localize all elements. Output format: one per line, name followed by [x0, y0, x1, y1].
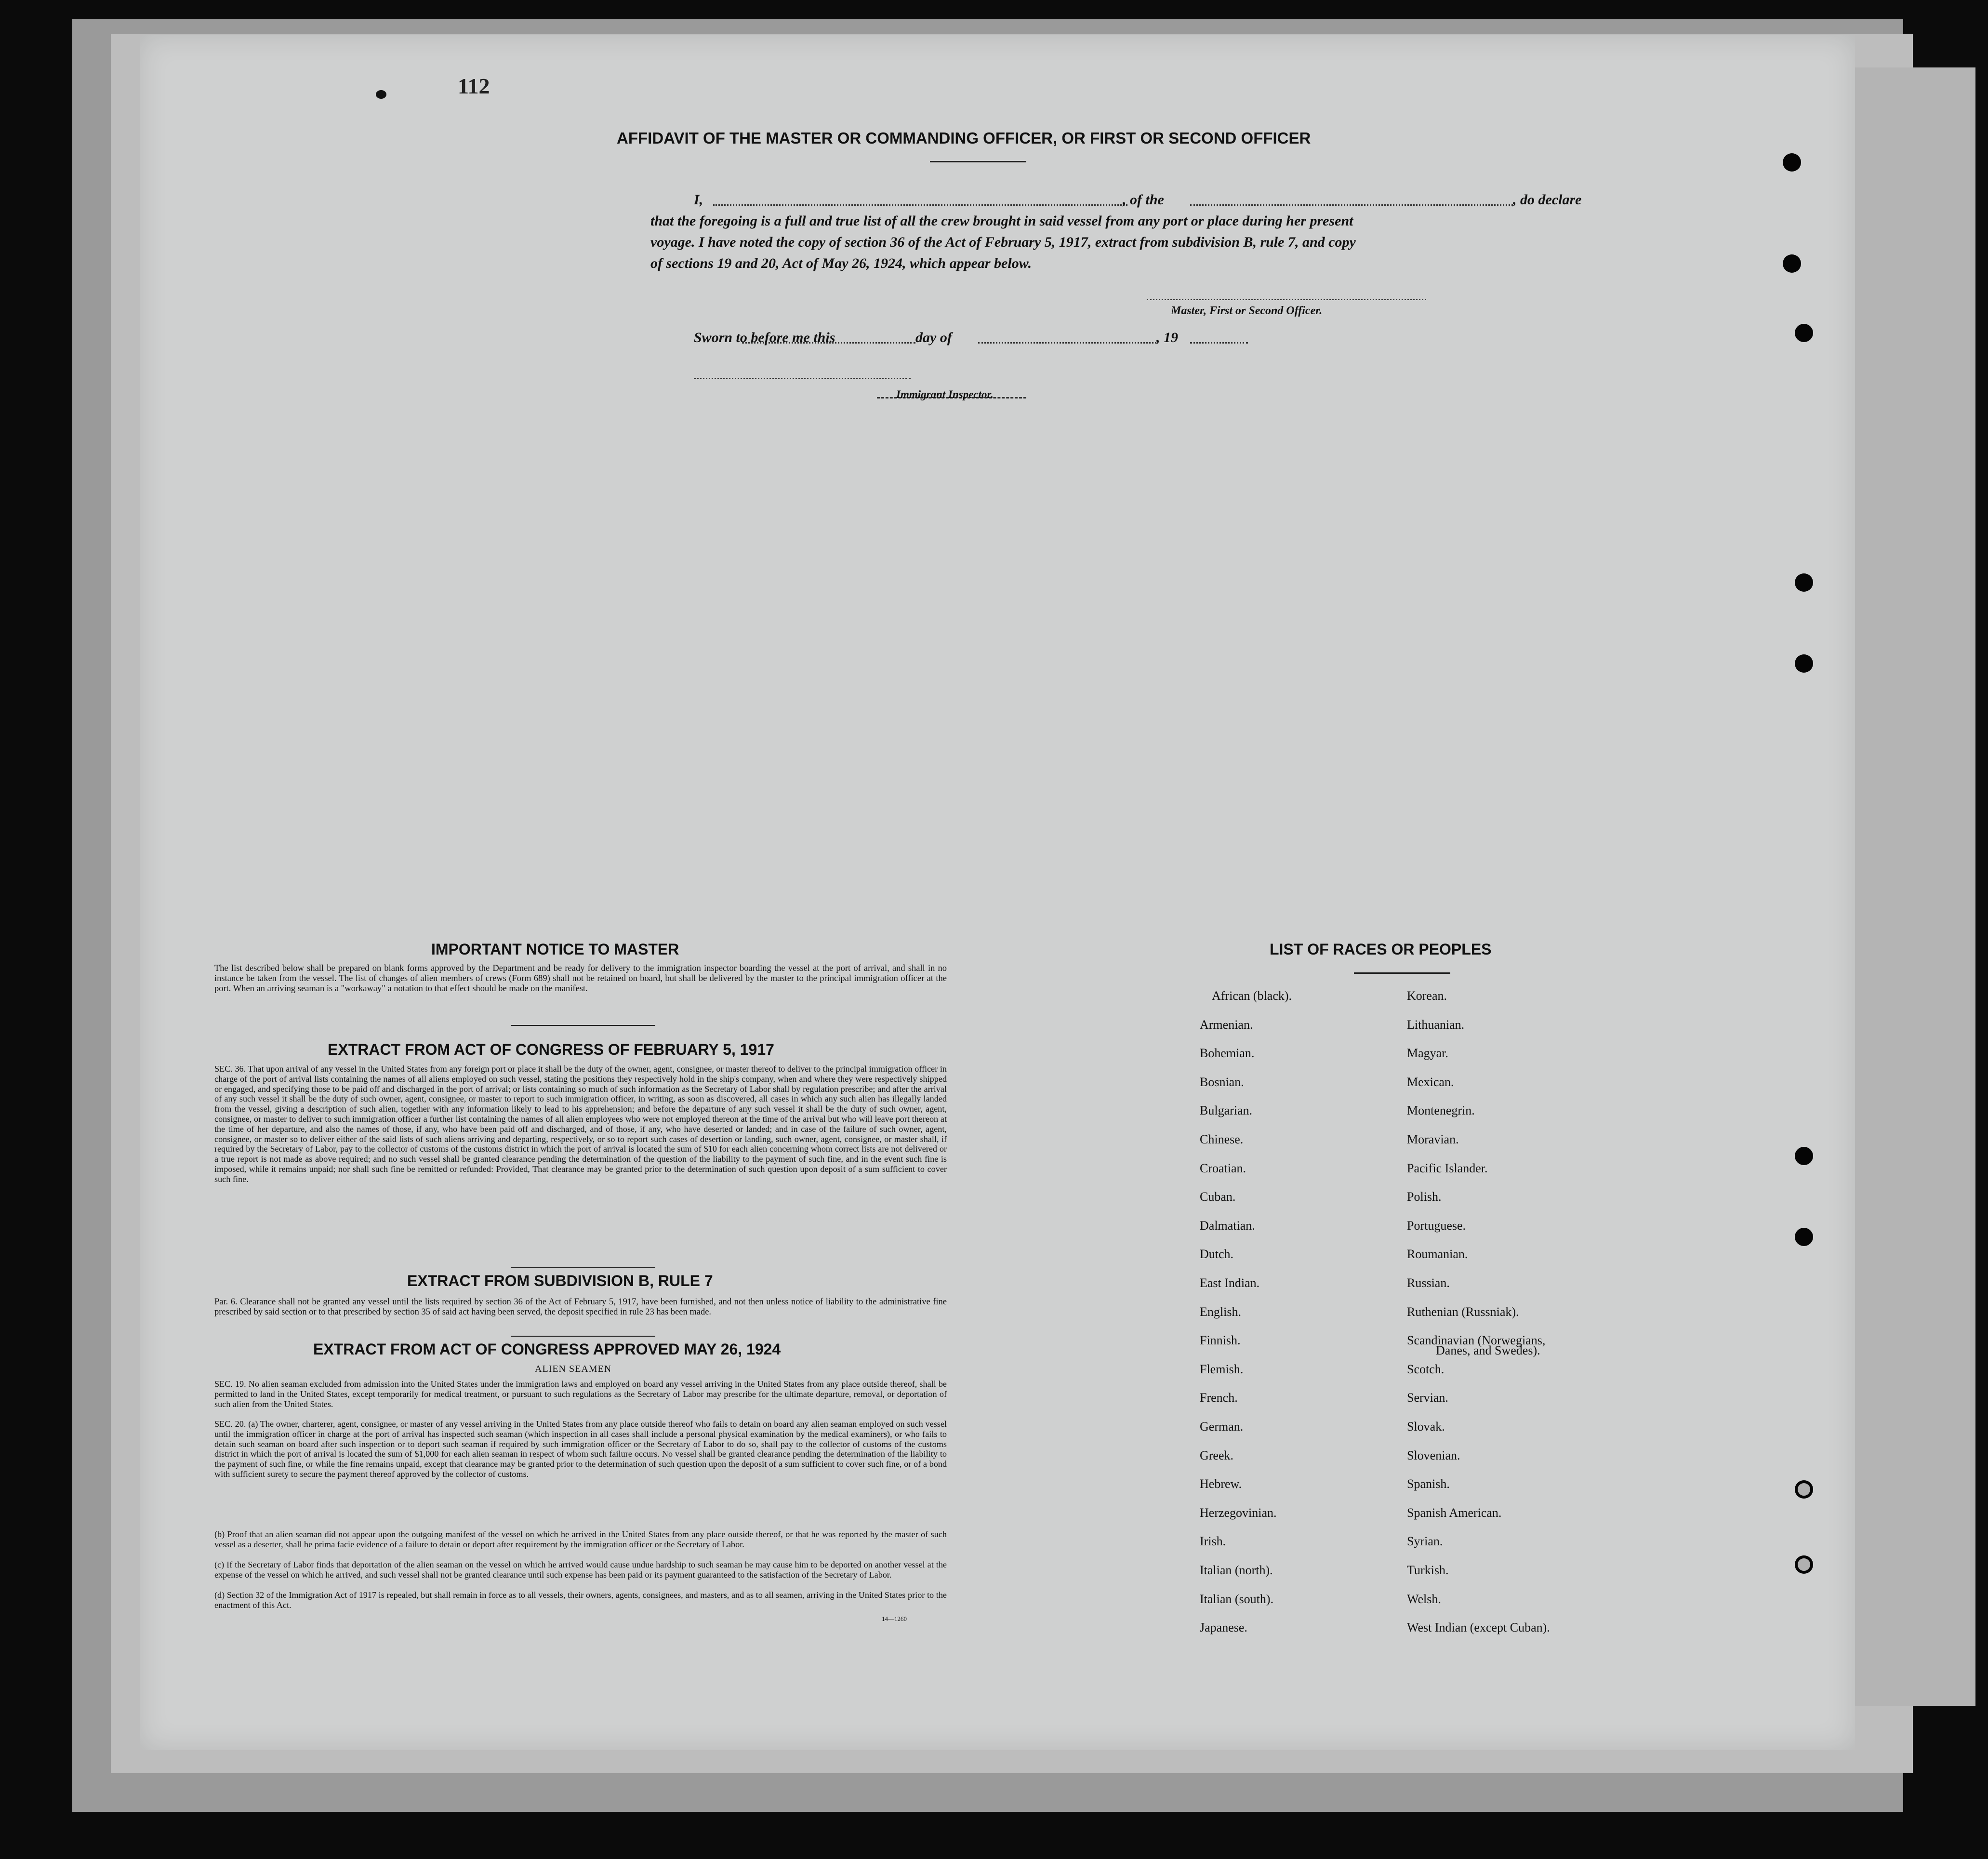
- races-title: LIST OF RACES OR PEOPLES: [1270, 941, 1492, 958]
- race-item: Cuban.: [1200, 1190, 1236, 1204]
- race-item: Dalmatian.: [1200, 1218, 1255, 1233]
- page-number: 112: [458, 74, 490, 98]
- extract-1917-body: SEC. 36. That upon arrival of any vessel in the United States from any foreign port or place it shall be the duty of the owner, agent, consignee, or master thereof to deliver to the principal immigration officer in charge of the port of arrival lists containing the names of all aliens employed on such vessel, stating the positions they respectively hold in the ship's company, when and where they were respectively shipped or engaged, and specifying those to be paid off and discharged in the port of arrival; or lists containing so much of such information as the Secretary of Labor shall by regulation prescribe; and after the arrival of any such vessel it shall be the duty of such owner, agent, consignee, or master to report to such immigration officer, in writing, as soon as discovered, all cases in which any such alien has illegally landed from the vessel, giving a description of such alien, together with any information likely to lead to his apprehension; and before the departure of any such vessel it shall be the duty of such owner, agent, consignee, or master to deliver to such immigration officer a further list containing the names of all alien employees who were not employed thereon at the time of the arrival but who will leave port thereon at the time of her departure, and also the names of those, if any, who have been paid off and discharged, and of those, if any, who have deserted or landed; and in case of the failure of such owner, agent, consignee, or master so to deliver either of the said lists of such aliens arriving and departing, respectively, or so to report such cases of desertion or landing, such owner, agent, consignee, or master shall, if required by the Secretary of Labor, pay to the collector of customs of the customs district in which the port of arrival is located the sum of $10 for each alien concerning whom correct lists are not delivered or a true report is not made as above required; and no such vessel shall be granted clearance pending the determination of the question of the liability to the payment of such fine, and in the event such fine is imposed, while it remains unpaid; nor shall such fine be remitted or refunded: Provided, That clearance may be granted prior to the determination of such question upon deposit of a sum sufficient to cover such fine.: [214, 1064, 947, 1184]
- extract-1924-title: EXTRACT FROM ACT OF CONGRESS APPROVED MAY 26, 1924: [313, 1341, 781, 1358]
- race-item: French.: [1200, 1391, 1238, 1405]
- race-item: Pacific Islander.: [1407, 1161, 1488, 1175]
- ink-mark: [376, 90, 386, 99]
- race-item: Bohemian.: [1200, 1046, 1255, 1061]
- race-item: Finnish.: [1200, 1333, 1241, 1348]
- affidavit-line3: voyage. I have noted the copy of section 36 of the Act of February 5, 1917, extract from subdivision B, rule 7, and copy: [650, 234, 1356, 250]
- binder-hole: [1795, 573, 1813, 592]
- race-item: Slovak.: [1407, 1420, 1445, 1434]
- document-page: [140, 35, 1855, 1750]
- extract-1924-sec20d: (d) Section 32 of the Immigration Act of 1917 is repealed, but shall remain in force as to all vessels, their owners, agents, consignees, and masters, and as to all seamen, arriving in the United States prior to the enactment of this Act.: [214, 1590, 947, 1610]
- sworn-text-b: day of: [915, 330, 952, 345]
- race-item: Irish.: [1200, 1534, 1226, 1549]
- race-item: Bosnian.: [1200, 1075, 1244, 1089]
- title-rule: [930, 161, 1026, 162]
- master-signature-field[interactable]: [1147, 299, 1426, 300]
- race-item: Italian (north).: [1200, 1563, 1273, 1577]
- binder-hole: [1795, 1480, 1813, 1499]
- race-item: African (black).: [1212, 989, 1292, 1003]
- race-item: Hebrew.: [1200, 1477, 1242, 1491]
- sworn-text-c: , 19: [1156, 330, 1178, 345]
- race-item: Moravian.: [1407, 1132, 1459, 1146]
- inspector-label: Immigrant Inspector.: [896, 388, 994, 400]
- binder-hole: [1795, 1228, 1813, 1246]
- race-item: West Indian (except Cuban).: [1407, 1620, 1550, 1635]
- vessel-name-field[interactable]: [1190, 204, 1513, 206]
- alien-seamen-subtitle: ALIEN SEAMEN: [535, 1364, 612, 1374]
- race-item: Portuguese.: [1407, 1218, 1466, 1233]
- race-item: Flemish.: [1200, 1362, 1244, 1376]
- binder-hole: [1795, 324, 1813, 342]
- sworn-month-field[interactable]: [978, 342, 1156, 344]
- race-item: East Indian.: [1200, 1276, 1260, 1290]
- notice-rule: [511, 1025, 655, 1026]
- master-signature-label: Master, First or Second Officer.: [1171, 305, 1323, 317]
- affidavit-line1-c: , do declare: [1513, 192, 1582, 208]
- extract-1924-sec19: SEC. 19. No alien seaman excluded from admission into the United States under the immigration laws and employed on board any vessel arriving in the United States from any place outside thereof, shall be permitted to land in the United States, except temporarily for medical treatment, or pursuant to such regulations as the Secretary of Labor may prescribe for the ultimate departure, removal, or deportation of such alien from the United States.: [214, 1379, 947, 1409]
- race-item: Mexican.: [1407, 1075, 1454, 1089]
- race-item: Spanish.: [1407, 1477, 1450, 1491]
- extract-1924-sec20b: (b) Proof that an alien seaman did not appear upon the outgoing manifest of the vessel on which he arrived in the United States from any place outside thereof, or that he was reported by the master of such vessel as a deserter, shall be prima facie evidence of a failure to detain or deport after requirement by the immigration officer or the Secretary of Labor.: [214, 1529, 947, 1549]
- extract-1924-sec20c: (c) If the Secretary of Labor finds that deportation of the alien seaman on the vessel on which he arrived would cause undue hardship to such seaman he may cause him to be deported on another vessel at the expense of the vessel on which he arrived, and such vessel shall not be granted clearance until such expense has been paid or its payment guaranteed to the satisfaction of the Secretary of Labor.: [214, 1560, 947, 1580]
- extract-1924-sec20a: SEC. 20. (a) The owner, charterer, agent, consignee, or master of any vessel arriving in the United States from any place outside thereof who fails to detain on board any alien seaman employed on such vessel until the immigration officer in charge at the port of arrival has inspected such seaman (which inspection in all cases shall include a personal physical examination by the medical examiners), or who fails to detain such seaman on board after such inspection or to deport such seaman if required by such immigration officer or the Secretary of Labor to do so, shall pay to the collector of customs of the customs district in which the port of arrival is located the sum of $1,000 for each alien seaman in respect of whom such failure occurs. No vessel shall be granted clearance pending the determination of the liability to the payment of such fine, or while the fine remains unpaid, except that clearance may be granted prior to the determination of such question upon the deposit of a sum sufficient to cover such fine, or of a bond with sufficient surety to secure the payment thereof approved by the collector of customs.: [214, 1419, 947, 1479]
- notice-title: IMPORTANT NOTICE TO MASTER: [431, 941, 679, 958]
- races-title-rule: [1354, 972, 1450, 974]
- notice-body: The list described below shall be prepared on blank forms approved by the Department and be ready for delivery to the immigration inspector boarding the vessel at the port of arrival, and shall in no instance be taken from the vessel. The list of changes of alien members of crews (Form 689) shall not be retained on board, but shall be delivered by the master to the principal immigration officer at the port. When an arriving seaman is a "workaway" a notation to that effect should be made on the manifest.: [214, 964, 947, 994]
- subdivision-b-rule: [511, 1336, 655, 1337]
- binder-hole: [1795, 654, 1813, 673]
- binder-hole: [1795, 1555, 1813, 1574]
- race-item: Korean.: [1407, 989, 1447, 1003]
- race-item: English.: [1200, 1304, 1241, 1319]
- race-item: Scotch.: [1407, 1362, 1445, 1376]
- race-item: Italian (south).: [1200, 1592, 1274, 1606]
- race-item: German.: [1200, 1420, 1244, 1434]
- race-item: Turkish.: [1407, 1563, 1449, 1577]
- race-item: Herzegovinian.: [1200, 1505, 1277, 1520]
- race-item: Servian.: [1407, 1391, 1448, 1405]
- extract-1917-rule: [511, 1267, 655, 1268]
- race-item: Ruthenian (Russniak).: [1407, 1304, 1519, 1319]
- race-item: Bulgarian.: [1200, 1103, 1253, 1118]
- race-item: Russian.: [1407, 1276, 1450, 1290]
- race-item: Chinese.: [1200, 1132, 1244, 1146]
- race-item: Scandinavian (Norwegians,: [1407, 1333, 1546, 1348]
- binder-hole: [1783, 254, 1801, 273]
- affidavit-line1-a: I,: [694, 192, 703, 208]
- sworn-year-field[interactable]: [1190, 342, 1248, 344]
- race-item: Montenegrin.: [1407, 1103, 1475, 1118]
- race-item: Slovenian.: [1407, 1448, 1460, 1462]
- binder-hole: [1783, 153, 1801, 172]
- subdivision-b-title: EXTRACT FROM SUBDIVISION B, RULE 7: [407, 1272, 713, 1289]
- race-item: Japanese.: [1200, 1620, 1247, 1635]
- race-item: Syrian.: [1407, 1534, 1443, 1549]
- binder-hole: [1795, 1147, 1813, 1165]
- extract-1917-title: EXTRACT FROM ACT OF CONGRESS OF FEBRUARY 5, 1917: [328, 1041, 774, 1058]
- subdivision-b-body: Par. 6. Clearance shall not be granted any vessel until the lists required by section 36 of the Act of February 5, 1917, have been furnished, and not then unless notice of liability to the administrative fine prescribed by said section or to that prescribed by section 35 of said act having been served, the deposit specified in rule 23 has been made.: [214, 1297, 947, 1317]
- race-item: Dutch.: [1200, 1247, 1234, 1261]
- race-item: Magyar.: [1407, 1046, 1448, 1061]
- inspector-signature-field[interactable]: [694, 378, 911, 379]
- affidavit-line4: of sections 19 and 20, Act of May 26, 1924, which appear below.: [650, 255, 1032, 271]
- race-item: Polish.: [1407, 1190, 1442, 1204]
- race-scandinavian-cont: Danes, and Swedes).: [1436, 1343, 1540, 1357]
- affidavit-line2: that the foregoing is a full and true list of all the crew brought in said vessel from any port or place during her present: [650, 213, 1353, 229]
- race-item: Lithuanian.: [1407, 1017, 1465, 1032]
- affidavit-title: AFFIDAVIT OF THE MASTER OR COMMANDING OFFICER, OR FIRST OR SECOND OFFICER: [617, 129, 1311, 147]
- affidavit-line1-b: , of the: [1123, 192, 1164, 208]
- race-item: Greek.: [1200, 1448, 1234, 1462]
- race-item: Roumanian.: [1407, 1247, 1468, 1261]
- race-item: Armenian.: [1200, 1017, 1253, 1032]
- sworn-text-a: Sworn to before me this: [694, 330, 835, 345]
- race-item: Spanish American.: [1407, 1505, 1502, 1520]
- race-item: Croatian.: [1200, 1161, 1246, 1175]
- race-item: Welsh.: [1407, 1592, 1441, 1606]
- form-number: 14—1260: [882, 1615, 907, 1622]
- sworn-day-field[interactable]: [742, 342, 915, 344]
- declarant-name-field[interactable]: [713, 204, 1127, 206]
